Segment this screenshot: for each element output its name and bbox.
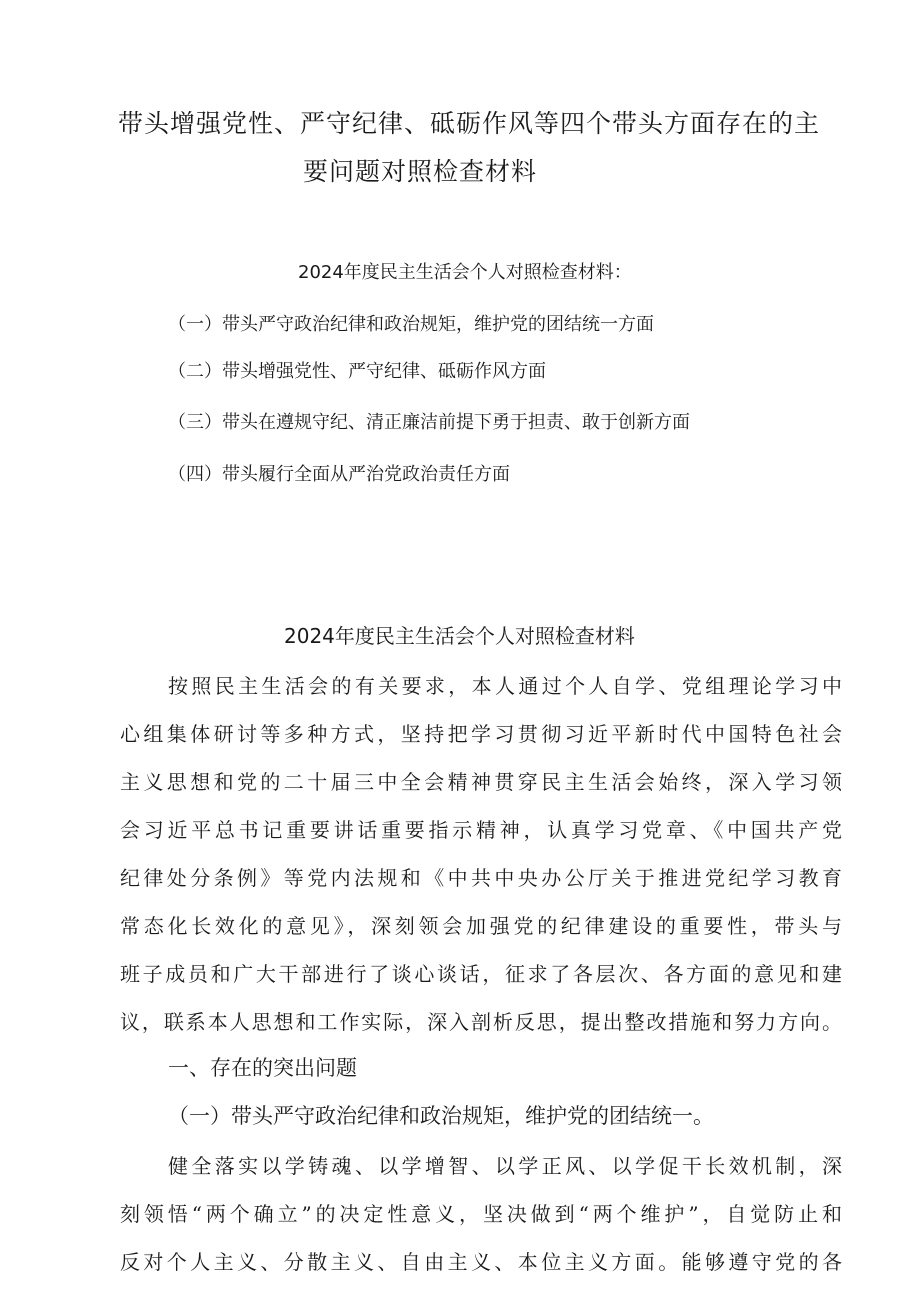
intro-line: 议，联系本人思想和工作实际，深入剖析反思，提出整改措施和努力方向。 <box>120 1010 842 1034</box>
section-title: 2024年度民主生活会个人对照检查材料 <box>284 624 635 648</box>
document-title-line-2: 要问题对照检查材料 <box>303 157 538 186</box>
intro-line: 心组集体研讨等多种方式，坚持把学习贯彻习近平新时代中国特色社会 <box>120 722 842 746</box>
toc-item: （二）带头增强党性、严守纪律、砥砺作风方面 <box>168 361 546 382</box>
toc-item: （四）带头履行全面从严治党政治责任方面 <box>168 464 510 485</box>
intro-line: 纪律处分条例》等党内法规和《中共中央办公厅关于推进党纪学习教育 <box>120 866 842 890</box>
intro-line: 常态化长效化的意见》，深刻领会加强党的纪律建设的重要性，带头与 <box>120 914 842 938</box>
subheading-political-discipline: （一）带头严守政治纪律和政治规矩，维护党的团结统一。 <box>168 1104 714 1128</box>
toc-item: （三）带头在遵规守纪、清正廉洁前提下勇于担责、敢于创新方面 <box>168 412 690 433</box>
paragraph-line: 反对个人主义、分散主义、自由主义、本位主义方面。能够遵守党的各 <box>120 1250 842 1274</box>
document-title-line-1: 带头增强党性、严守纪律、砥砺作风等四个带头方面存在的主 <box>118 109 821 138</box>
intro-line: 会习近平总书记重要讲话重要指示精神，认真学习党章、《中国共产党 <box>120 818 842 842</box>
intro-line: 班子成员和广大干部进行了谈心谈话，征求了各层次、各方面的意见和建 <box>120 962 842 986</box>
paragraph-line: 健全落实以学铸魂、以学增智、以学正风、以学促干长效机制，深 <box>168 1154 842 1178</box>
toc-heading: 2024年度民主生活会个人对照检查材料： <box>298 262 632 283</box>
heading-problems: 一、存在的突出问题 <box>168 1056 357 1080</box>
intro-line: 按照民主生活会的有关要求，本人通过个人自学、党组理论学习中 <box>168 674 842 698</box>
paragraph-line: 刻领悟“两个确立”的决定性意义，坚决做到“两个维护”，自觉防止和 <box>120 1202 842 1226</box>
intro-line: 主义思想和党的二十届三中全会精神贯穿民主生活会始终，深入学习领 <box>120 770 842 794</box>
toc-item: （一）带头严守政治纪律和政治规矩，维护党的团结统一方面 <box>168 314 654 335</box>
